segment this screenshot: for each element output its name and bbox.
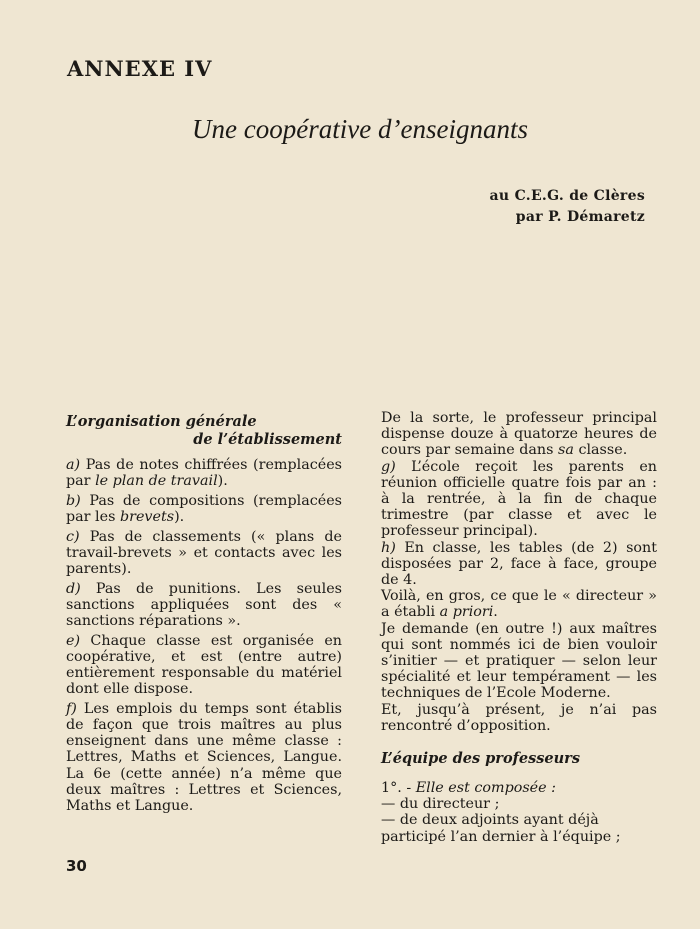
item-label: a): [66, 457, 81, 473]
section-heading-organisation: L’organisation générale: [66, 413, 257, 430]
paragraph-text-after: .: [493, 604, 498, 621]
item-label: e): [66, 632, 81, 649]
item-italic: brevets: [119, 509, 175, 525]
list-item: [381, 780, 657, 796]
paragraph-italic: sa: [558, 442, 574, 459]
item-text: Pas de notes chiffrées (remplacées par: [66, 457, 342, 490]
list-line: — du directeur ;: [381, 796, 500, 813]
byline: [490, 186, 645, 228]
item-text: Les emplois du temps sont établis de façon que trois maîtres au plus enseignent dans une même classe : Lettres, Maths et Sciences, Langue. La 6e (cette année) n’a même que deux maîtres : Lettres et Sciences, Maths et Langue.: [66, 700, 342, 815]
paragraph-italic: a priori: [439, 604, 494, 621]
item-text: Pas de punitions. Les seules sanctions appliquées sont des « sanctions réparations ».: [66, 580, 342, 629]
paragraph: Je demande (en outre !) aux maîtres qui sont nommés ici de bien vouloir s’initier — et pratiquer — selon leur spécialité et leur tempérament — les techniques de l’Ecole Moderne.: [381, 620, 657, 702]
right-column: [381, 410, 657, 845]
item-text-after: ).: [174, 509, 185, 525]
paragraph-text: Voilà, en gros, ce que le « directeur » a établi: [381, 588, 657, 621]
paragraph: Et, jusqu’à présent, je n’ai pas rencontré d’opposition.: [381, 701, 657, 734]
item-label: d): [66, 580, 81, 597]
item-text: En classe, les tables (de 2) sont disposées par 2, face à face, groupe de 4.: [381, 539, 657, 589]
item-label: f): [66, 700, 77, 717]
list-line: — de deux adjoints ayant déjà participé l’an dernier à l’équipe ;: [381, 812, 621, 845]
list-item: [66, 701, 342, 814]
byline-school: au C.E.G. de Clères: [489, 188, 645, 204]
list-item: [381, 540, 657, 589]
item-text-after: ).: [217, 473, 228, 490]
paragraph-text-after: classe.: [573, 442, 628, 459]
section-heading-equipe: L’équipe des professeurs: [381, 750, 580, 768]
list-item: [381, 459, 657, 540]
section-heading-organisation-line2: de l’établissement: [193, 431, 342, 448]
list-item: [66, 457, 342, 489]
item-text: Pas de compositions (remplacées par les: [66, 492, 342, 525]
list-item: [66, 529, 342, 578]
article-title: Une coopérative d’enseignants: [192, 114, 528, 144]
list-item: [66, 633, 342, 698]
list-item: [66, 493, 342, 525]
paragraph: [381, 410, 657, 459]
item-italic: Elle est composée :: [415, 780, 556, 797]
annexe-label: ANNEXE IV: [67, 56, 213, 81]
item-label: b): [66, 492, 81, 509]
item-text: Pas de classements (« plans de travail-brevets » et contacts avec les parents).: [66, 528, 342, 577]
list-item: [66, 581, 342, 630]
paragraph: [381, 588, 657, 620]
item-label: c): [66, 528, 80, 545]
item-italic: le plan de travail: [95, 473, 218, 490]
item-text: Chaque classe est organisée en coopérative, et est (entre autre) entièrement responsable du matériel dont elle dispose.: [66, 632, 342, 698]
item-label: g): [381, 458, 396, 475]
item-text: L’école reçoit les parents en réunion officielle quatre fois par an : à la rentrée, à la fin de chaque trimestre (par classe et avec le professeur principal).: [381, 458, 657, 540]
item-label: h): [381, 539, 396, 556]
page-number: 30: [66, 857, 87, 875]
left-column: [66, 413, 342, 818]
item-prefix: 1°. -: [381, 780, 416, 797]
paragraph-text: De la sorte, le professeur principal dispense douze à quatorze heures de cours par semaine dans: [381, 410, 657, 459]
byline-author: par P. Démaretz: [515, 209, 645, 225]
